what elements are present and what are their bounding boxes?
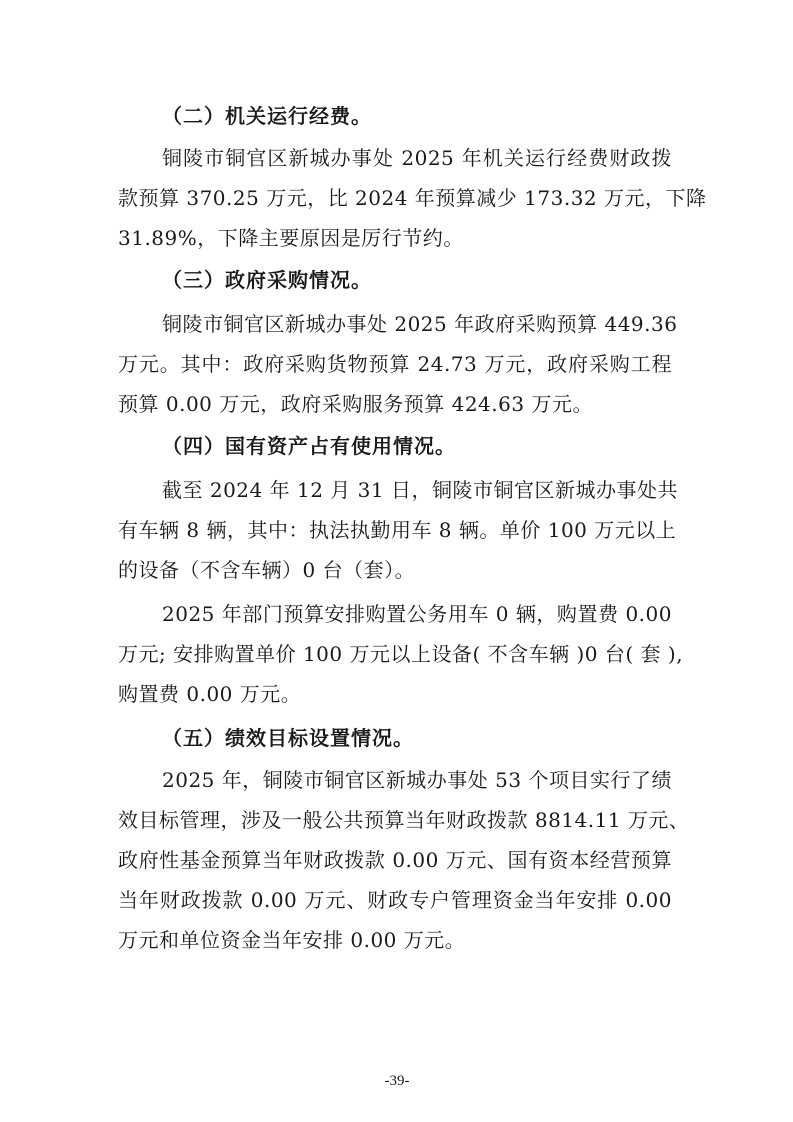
paragraph-line: 31.89%，下降主要原因是厉行节约。 bbox=[118, 226, 464, 250]
paragraph-line: 效目标管理，涉及一般公共预算当年财政拨款 8814.11 万元、 bbox=[118, 808, 690, 832]
paragraph-line: 铜陵市铜官区新城办事处 2025 年机关运行经费财政拨 bbox=[162, 146, 672, 170]
paragraph-line: 预算 0.00 万元，政府采购服务预算 424.63 万元。 bbox=[118, 392, 593, 416]
paragraph-line: 2025 年，铜陵市铜官区新城办事处 53 个项目实行了绩 bbox=[162, 768, 672, 792]
paragraph-line: 款预算 370.25 万元，比 2024 年预算减少 173.32 万元，下降 bbox=[118, 186, 707, 210]
section-heading-operating-costs: （二）机关运行经费。 bbox=[162, 104, 372, 128]
paragraph-line: 2025 年部门预算安排购置公务用车 0 辆，购置费 0.00 bbox=[162, 602, 672, 626]
section-heading-state-assets: （四）国有资产占有使用情况。 bbox=[162, 434, 456, 458]
section-heading-performance-targets: （五）绩效目标设置情况。 bbox=[162, 726, 414, 750]
section-heading-government-procurement: （三）政府采购情况。 bbox=[162, 268, 372, 292]
paragraph-line: 截至 2024 年 12 月 31 日，铜陵市铜官区新城办事处共 bbox=[162, 478, 678, 502]
paragraph-line: 万元。其中：政府采购货物预算 24.73 万元，政府采购工程 bbox=[118, 352, 672, 376]
page-number: -39- bbox=[384, 1073, 410, 1089]
paragraph-line: 当年财政拨款 0.00 万元、财政专户管理资金当年安排 0.00 bbox=[118, 888, 672, 912]
paragraph-line: 政府性基金预算当年财政拨款 0.00 万元、国有资本经营预算 bbox=[118, 848, 672, 872]
paragraph-line: 万元和单位资金当年安排 0.00 万元。 bbox=[118, 928, 466, 952]
paragraph-line: 有车辆 8 辆，其中：执法执勤用车 8 辆。单价 100 万元以上 bbox=[118, 518, 677, 542]
paragraph-line: 万元; 安排购置单价 100 万元以上设备( 不含车辆 )0 台( 套 ), bbox=[118, 642, 684, 666]
paragraph-line: 的设备（不含车辆）0 台（套）。 bbox=[118, 558, 416, 582]
paragraph-line: 购置费 0.00 万元。 bbox=[118, 682, 302, 706]
paragraph-line: 铜陵市铜官区新城办事处 2025 年政府采购预算 449.36 bbox=[162, 312, 678, 336]
